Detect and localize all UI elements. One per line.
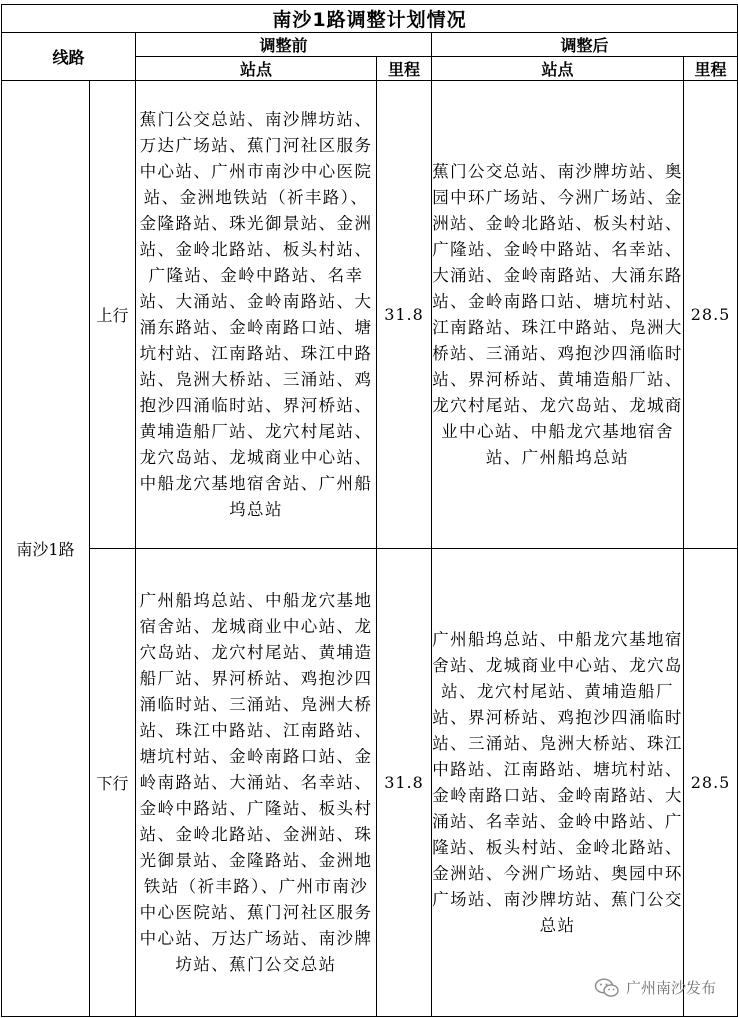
route-adjustment-table	[1, 4, 738, 1017]
down-after-stations-text: 广州船坞总站、中船龙穴基地宿舍站、龙城商业中心站、龙穴岛站、龙穴村尾站、黄埔造船厂站、界河桥站、鸡抱沙四涌临时站、三涌站、凫洲大桥站、珠江中路站、江南路站、塘坑村站、金岭南路口站、金岭南路站、大涌站、名幸站、金岭中路站、广隆站、板头村站、金岭北路站、金洲站、今洲广场站、奥园中环广场站、南沙牌坊站、蕉门公交总站	[432, 629, 683, 935]
header-before-stations: 站点	[136, 57, 377, 81]
table-row-down	[2, 549, 738, 1017]
table-title: 南沙1路调整计划情况	[2, 5, 738, 33]
watermark-text: 广州南沙发布	[625, 979, 716, 997]
watermark	[594, 977, 716, 998]
header-before: 调整前	[136, 33, 432, 57]
up-after-mileage: 28.5	[684, 81, 738, 549]
down-after-stations	[432, 549, 684, 1017]
header-after-mileage: 里程	[684, 57, 738, 81]
header-before-mileage: 里程	[377, 57, 432, 81]
wechat-icon	[594, 978, 620, 998]
up-before-mileage: 31.8	[377, 81, 432, 549]
direction-up: 上行	[90, 81, 136, 549]
direction-down: 下行	[90, 549, 136, 1017]
header-line: 线路	[2, 33, 136, 81]
up-after-stations	[432, 81, 684, 549]
route-name: 南沙1路	[2, 81, 90, 1017]
header-after-stations: 站点	[432, 57, 684, 81]
up-before-stations	[136, 81, 377, 549]
up-before-stations-text: 蕉门公交总站、南沙牌坊站、万达广场站、蕉门河社区服务中心站、广州市南沙中心医院站、金洲地铁站（祈丰路）、金隆路站、珠光御景站、金洲站、金岭北路站、板头村站、广隆站、金岭中路站、名幸站、大涌站、金岭南路站、大涌东路站、金岭南路口站、塘坑村站、江南路站、珠江中路站、凫洲大桥站、三涌站、鸡抱沙四涌临时站、界河桥站、黄埔造船厂站、龙穴村尾站、龙穴岛站、龙城商业中心站、中船龙穴基地宿舍站、广州船坞总站	[139, 109, 373, 519]
down-after-mileage: 28.5	[684, 549, 738, 1017]
down-before-mileage: 31.8	[377, 549, 432, 1017]
down-before-stations-text: 广州船坞总站、中船龙穴基地宿舍站、龙城商业中心站、龙穴岛站、龙穴村尾站、黄埔造船厂站、界河桥站、鸡抱沙四涌临时站、三涌站、凫洲大桥站、珠江中路站、江南路站、塘坑村站、金岭南路口站、金岭南路站、大涌站、名幸站、金岭中路站、广隆站、板头村站、金岭北路站、金洲站、珠光御景站、金隆路站、金洲地铁站（祈丰路）、广州市南沙中心医院站、蕉门河社区服务中心站、万达广场站、南沙牌坊站、蕉门公交总站	[139, 590, 373, 974]
table-row-up	[2, 81, 738, 549]
header-after: 调整后	[432, 33, 738, 57]
down-before-stations	[136, 549, 377, 1017]
up-after-stations-text: 蕉门公交总站、南沙牌坊站、奥园中环广场站、今洲广场站、金洲站、金岭北路站、板头村站、广隆站、金岭中路站、名幸站、大涌站、金岭南路站、大涌东路站、金岭南路口站、塘坑村站、江南路站、珠江中路站、凫洲大桥站、三涌站、鸡抱沙四涌临时站、界河桥站、黄埔造船厂站、龙穴村尾站、龙穴岛站、龙城商业中心站、中船龙穴基地宿舍站、广州船坞总站	[432, 161, 683, 467]
